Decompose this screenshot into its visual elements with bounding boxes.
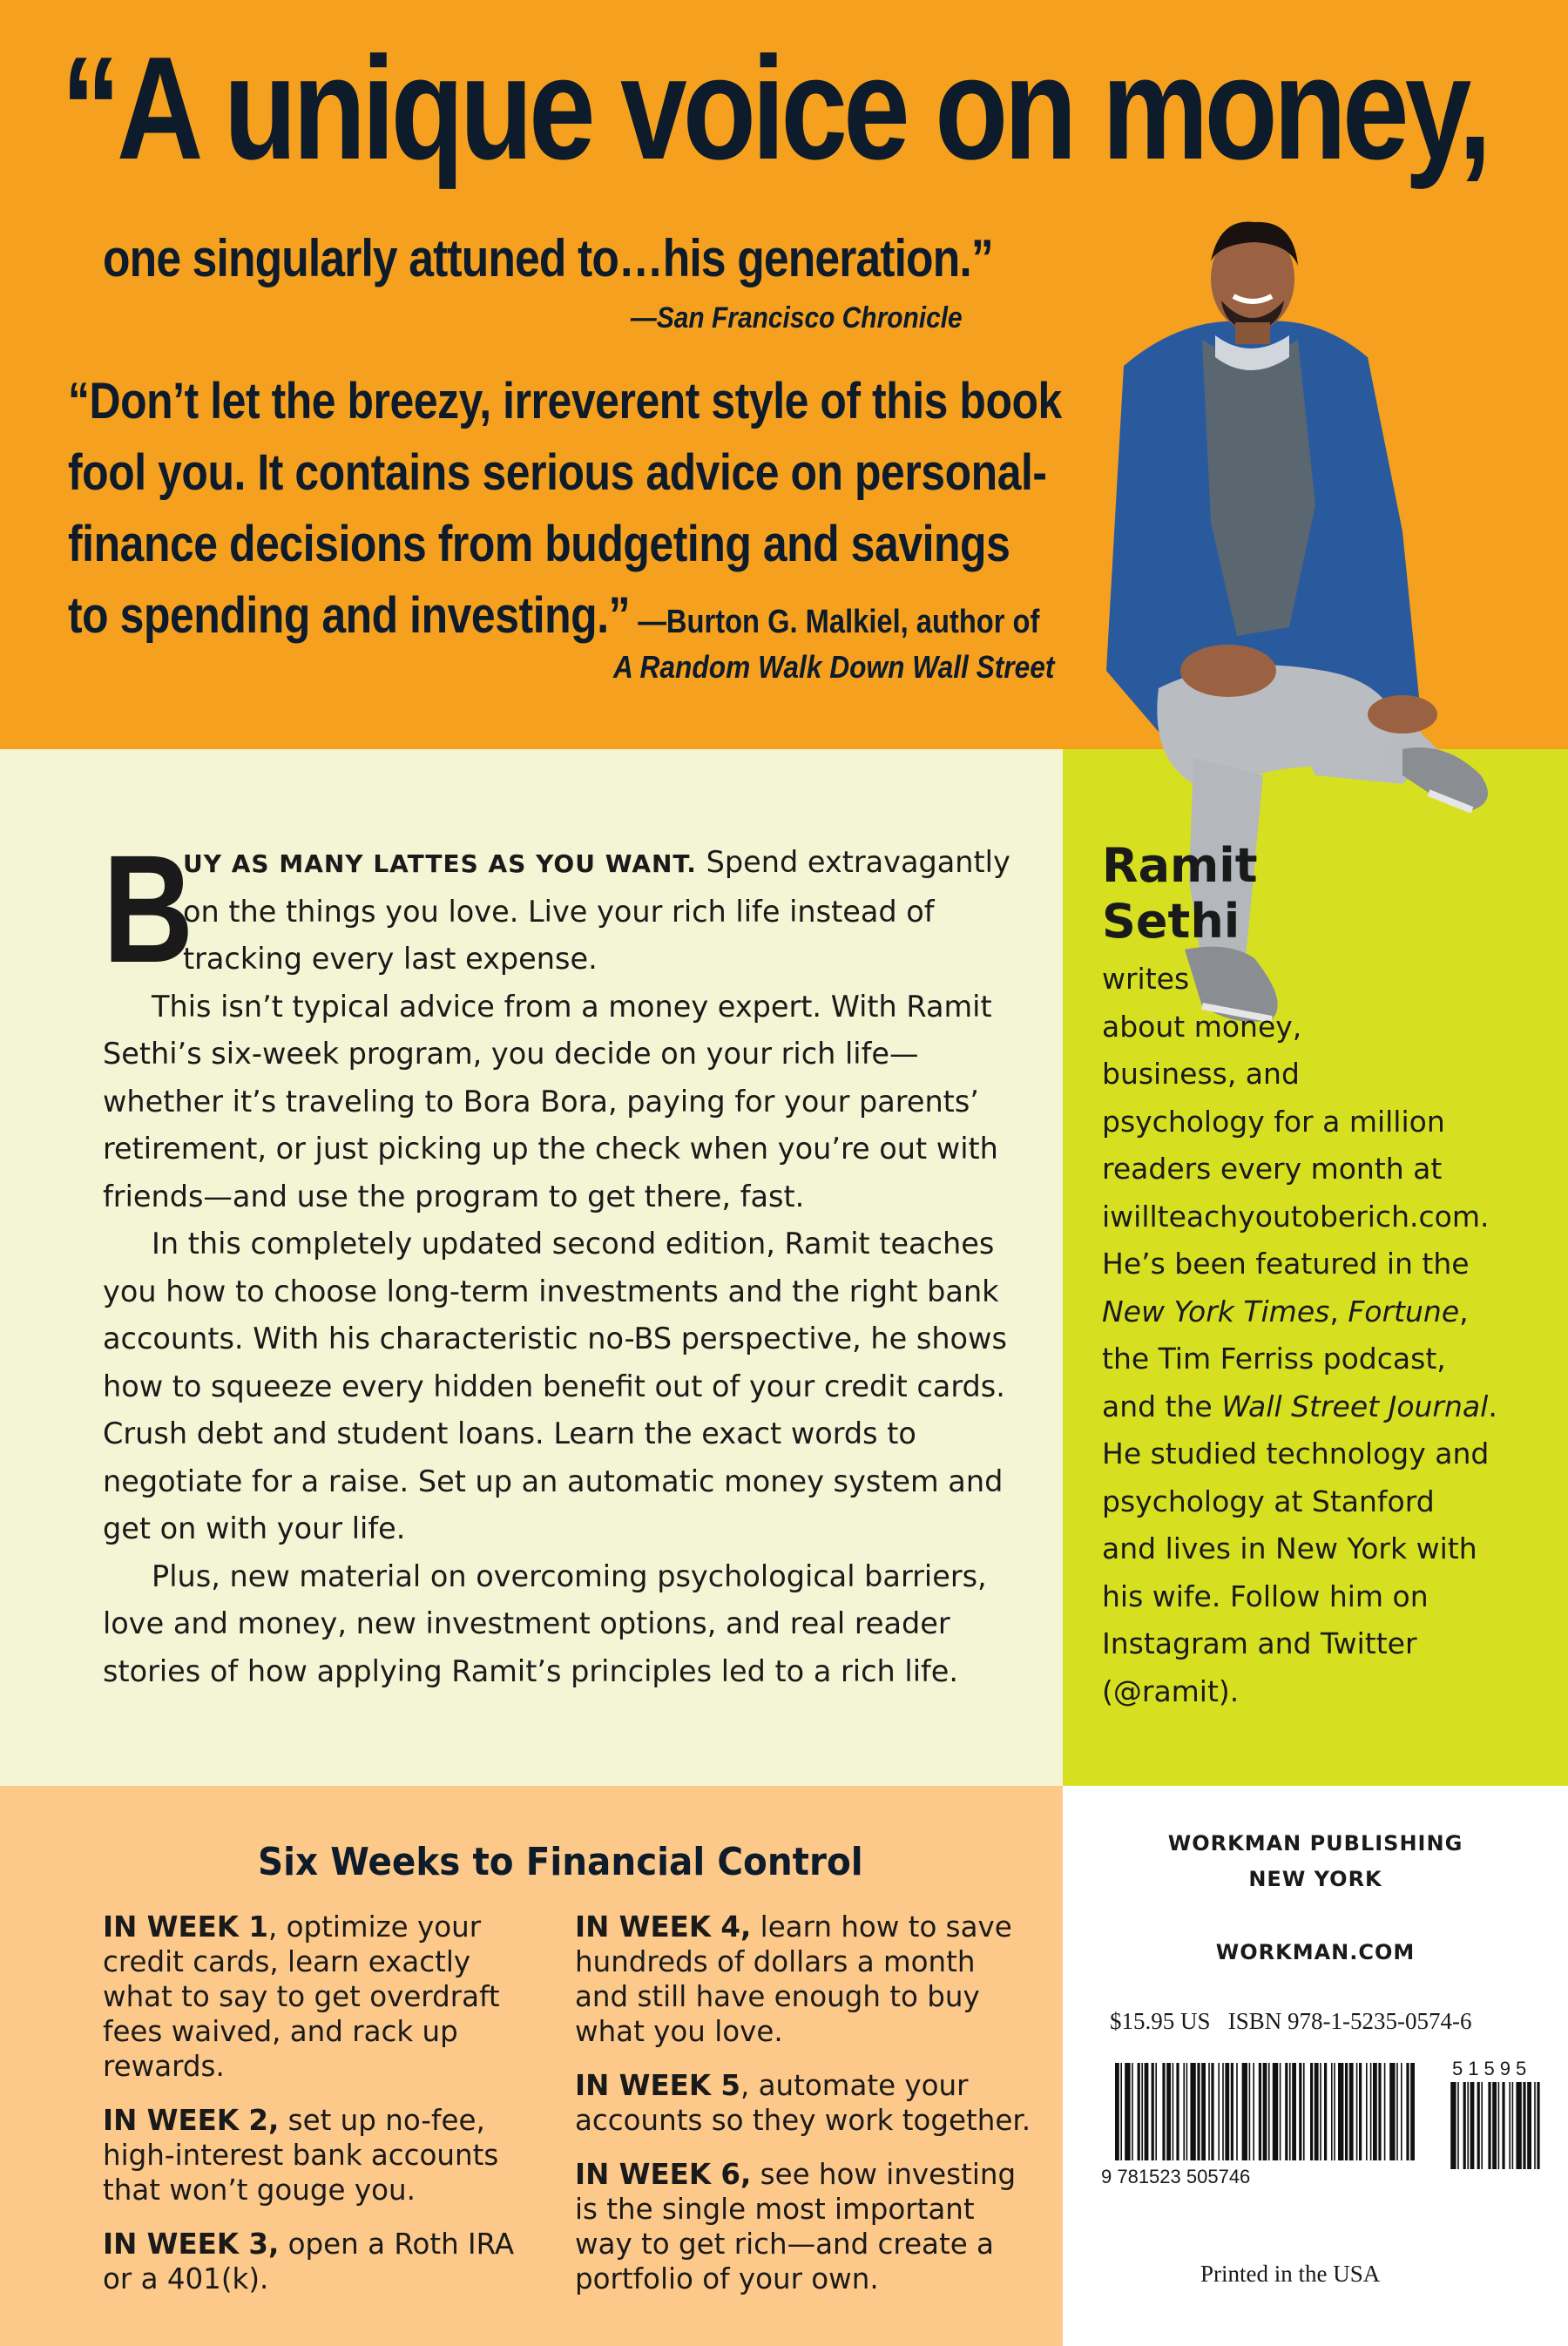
headline-quote-continuation: one singularly attuned to…his generation.” bbox=[103, 229, 993, 287]
barcode-digits: 9 781523 505746 bbox=[1101, 2166, 1251, 2187]
barcode-bar bbox=[1349, 2063, 1354, 2160]
week-item: IN WEEK 5, automate your accounts so they work together. bbox=[575, 2069, 1031, 2137]
quote-line: fool you. It contains serious advice on personal- bbox=[68, 444, 1047, 501]
weeks-column-left bbox=[103, 1910, 538, 2316]
barcode-bar bbox=[1396, 2063, 1398, 2160]
lead-in: UY AS MANY LATTES AS YOU WANT. bbox=[183, 849, 697, 878]
barcode-bar bbox=[1389, 2063, 1395, 2160]
barcode-bar bbox=[1289, 2063, 1291, 2160]
barcode-bar bbox=[1334, 2063, 1335, 2160]
barcode-bar bbox=[1263, 2063, 1267, 2160]
headline-quote: “A unique voice on money, bbox=[61, 26, 1488, 190]
week-item: IN WEEK 2, set up no-fee, high-interest bank accounts that won’t gouge you. bbox=[103, 2104, 499, 2207]
barcode-bar bbox=[1231, 2063, 1233, 2160]
description-paragraph: This isn’t typical advice from a money expert. With Ramit Sethi’s six-week program, you decide on your rich life—whether it’s traveling to Bora Bora, paying for your parents’ retirement, or just picking up the check when you’re out with friends—and use the program to get there, fast. bbox=[103, 989, 998, 1214]
barcode-bar bbox=[1132, 2063, 1133, 2160]
barcode-bar bbox=[1359, 2063, 1362, 2160]
barcode-bar bbox=[1273, 2063, 1278, 2160]
barcode-bar bbox=[1410, 2063, 1415, 2160]
endorsement-quote bbox=[68, 366, 1062, 658]
barcode-bar bbox=[1338, 2063, 1343, 2160]
barcode-bar bbox=[1356, 2063, 1358, 2160]
barcode-bar bbox=[1310, 2063, 1313, 2160]
barcode-bar bbox=[1285, 2063, 1288, 2160]
barcode-bar bbox=[1190, 2063, 1195, 2160]
quote-line: “Don’t let the breezy, irreverent style of this book bbox=[68, 373, 1062, 429]
barcode-bar bbox=[1249, 2063, 1251, 2160]
price-isbn: $15.95 US ISBN 978-1-5235-0574-6 bbox=[1110, 2008, 1472, 2034]
barcode-bar bbox=[1315, 2063, 1319, 2160]
description-paragraph: In this completely updated second edition, Ramit teaches you how to choose long-term investments and the right bank accounts. With his characteristic no-BS perspective, he shows how to squeeze every hidden benefit out of your credit cards. Crush debt and student loans. Learn the exact words to negotiate for a raise. Set up an automatic money system and get on with your life. bbox=[103, 1227, 1007, 1545]
barcode-bar bbox=[1527, 2082, 1531, 2169]
barcode-bar bbox=[1366, 2063, 1368, 2160]
barcode-bar bbox=[1488, 2082, 1490, 2169]
description-paragraph: Plus, new material on overcoming psychological barriers, love and money, new investment options, and real reader stories of how applying Ramit’s principles led to a rich life. bbox=[103, 1558, 987, 1688]
isbn-barcode bbox=[1099, 2056, 1552, 2187]
barcode-bar bbox=[1208, 2063, 1210, 2160]
quote-line: to spending and investing.” —Burton G. Malkiel, author of bbox=[68, 587, 1040, 644]
barcode-bar bbox=[1477, 2082, 1480, 2169]
barcode-bar bbox=[1467, 2082, 1469, 2169]
barcode-bar bbox=[1197, 2063, 1200, 2160]
barcode-bar bbox=[1141, 2063, 1143, 2160]
barcode-bar bbox=[1120, 2063, 1122, 2160]
barcode-bar bbox=[1516, 2082, 1521, 2169]
week-item: IN WEEK 3, open a Roth IRA or a 401(k). bbox=[103, 2228, 515, 2295]
barcode-bar bbox=[1370, 2063, 1372, 2160]
barcode-bar bbox=[1509, 2082, 1511, 2169]
barcode-bar bbox=[1138, 2063, 1140, 2160]
barcode-bar bbox=[1373, 2063, 1377, 2160]
barcode-bar bbox=[1242, 2063, 1247, 2160]
barcode-bar bbox=[1166, 2063, 1171, 2160]
barcode-bar bbox=[1345, 2063, 1348, 2160]
barcode-bar bbox=[1384, 2063, 1386, 2160]
barcode-bar bbox=[1502, 2082, 1504, 2169]
barcode-bar bbox=[1406, 2063, 1409, 2160]
barcode-bar bbox=[1125, 2063, 1130, 2160]
barcode-bar bbox=[1299, 2063, 1301, 2160]
barcode-bar bbox=[1176, 2063, 1179, 2160]
barcode-bars-addon bbox=[1450, 2082, 1539, 2169]
publisher-city: NEW YORK bbox=[1248, 1867, 1382, 1891]
barcode-bar bbox=[1534, 2082, 1536, 2169]
barcode-bar bbox=[1320, 2063, 1321, 2160]
printed-in: Printed in the USA bbox=[1200, 2261, 1381, 2287]
barcode-bar bbox=[1218, 2063, 1220, 2160]
barcode-bar bbox=[1211, 2063, 1213, 2160]
barcode-bar bbox=[1155, 2063, 1157, 2160]
barcode-bar bbox=[1492, 2082, 1497, 2169]
barcode-bar bbox=[1183, 2063, 1185, 2160]
barcode-bar bbox=[1481, 2082, 1483, 2169]
barcode-bar bbox=[1523, 2082, 1525, 2169]
barcode-bar bbox=[1470, 2082, 1475, 2169]
book-description bbox=[103, 824, 1026, 1695]
barcode-bar bbox=[1186, 2063, 1188, 2160]
headline-quote-source: —San Francisco Chronicle bbox=[631, 301, 963, 335]
barcode-price-code: 51595 bbox=[1452, 2058, 1532, 2079]
week-item: IN WEEK 4, learn how to save hundreds of dollars a month and still have enough to buy what you love. bbox=[575, 1910, 1012, 2048]
barcode-bar bbox=[1152, 2063, 1154, 2160]
barcode-bar bbox=[1173, 2063, 1174, 2160]
barcode-bar bbox=[1457, 2082, 1459, 2169]
barcode-bars-main bbox=[1115, 2063, 1415, 2160]
six-weeks-title: Six Weeks to Financial Control bbox=[258, 1840, 863, 1884]
endorsement-author: —Burton G. Malkiel, author of bbox=[630, 604, 1040, 640]
publisher-website: WORKMAN.COM bbox=[1215, 1940, 1416, 1964]
barcode-bar bbox=[1162, 2063, 1165, 2160]
barcode-bar bbox=[1225, 2063, 1229, 2160]
description-paragraph: B UY AS MANY LATTES AS YOU WANT. Spend extravagantly on the things you love. Live your rich life instead of tracking every last expense. bbox=[103, 824, 1010, 995]
author-bio: writes about money, business, and psychology for a million readers every month at iwillteachyoutoberich.com. He’s been featured in the New York Times, Fortune, the Tim Ferriss podcast, and the Wall Street Journal. He studied technology and psychology at Stanford and lives in New York with his wife. Follow him on Instagram and Twitter (@ramit). bbox=[1102, 956, 1555, 1715]
barcode-bar bbox=[1498, 2082, 1500, 2169]
endorsement-book: A Random Walk Down Wall Street bbox=[612, 649, 1054, 685]
barcode-bar bbox=[1512, 2082, 1514, 2169]
barcode-bar bbox=[1331, 2063, 1333, 2160]
barcode-bar bbox=[1378, 2063, 1381, 2160]
barcode-bar bbox=[1259, 2063, 1261, 2160]
barcode-bar bbox=[1145, 2063, 1149, 2160]
barcode-bar bbox=[1537, 2082, 1539, 2169]
drop-cap: B bbox=[103, 824, 194, 995]
barcode-bar bbox=[1253, 2063, 1254, 2160]
publisher-name: WORKMAN PUBLISHING bbox=[1167, 1831, 1463, 1856]
barcode-bar bbox=[1236, 2063, 1238, 2160]
week-item: IN WEEK 1, optimize your credit cards, learn exactly what to say to get overdraft fees waived, and rack up rewards. bbox=[103, 1910, 500, 2083]
barcode-bar bbox=[1201, 2063, 1206, 2160]
barcode-bar bbox=[1324, 2063, 1327, 2160]
author-website: iwillteachyoutoberich.com. bbox=[1102, 1199, 1490, 1234]
barcode-bar bbox=[1268, 2063, 1270, 2160]
barcode-bar bbox=[1292, 2063, 1296, 2160]
barcode-bar bbox=[1280, 2063, 1281, 2160]
barcode-bar bbox=[1401, 2063, 1402, 2160]
barcode-bar bbox=[1463, 2082, 1466, 2169]
week-item: IN WEEK 6, see how investing is the single most important way to get rich—and create a portfolio of your own. bbox=[575, 2158, 1017, 2295]
weeks-column-right bbox=[575, 1910, 1045, 2316]
author-name: Ramit Sethi bbox=[1102, 838, 1258, 949]
barcode-bar bbox=[1222, 2063, 1224, 2160]
barcode-bar bbox=[1115, 2063, 1119, 2160]
barcode-bar bbox=[1303, 2063, 1305, 2160]
quote-line: finance decisions from budgeting and savings bbox=[68, 516, 1010, 572]
barcode-bar bbox=[1450, 2082, 1456, 2169]
